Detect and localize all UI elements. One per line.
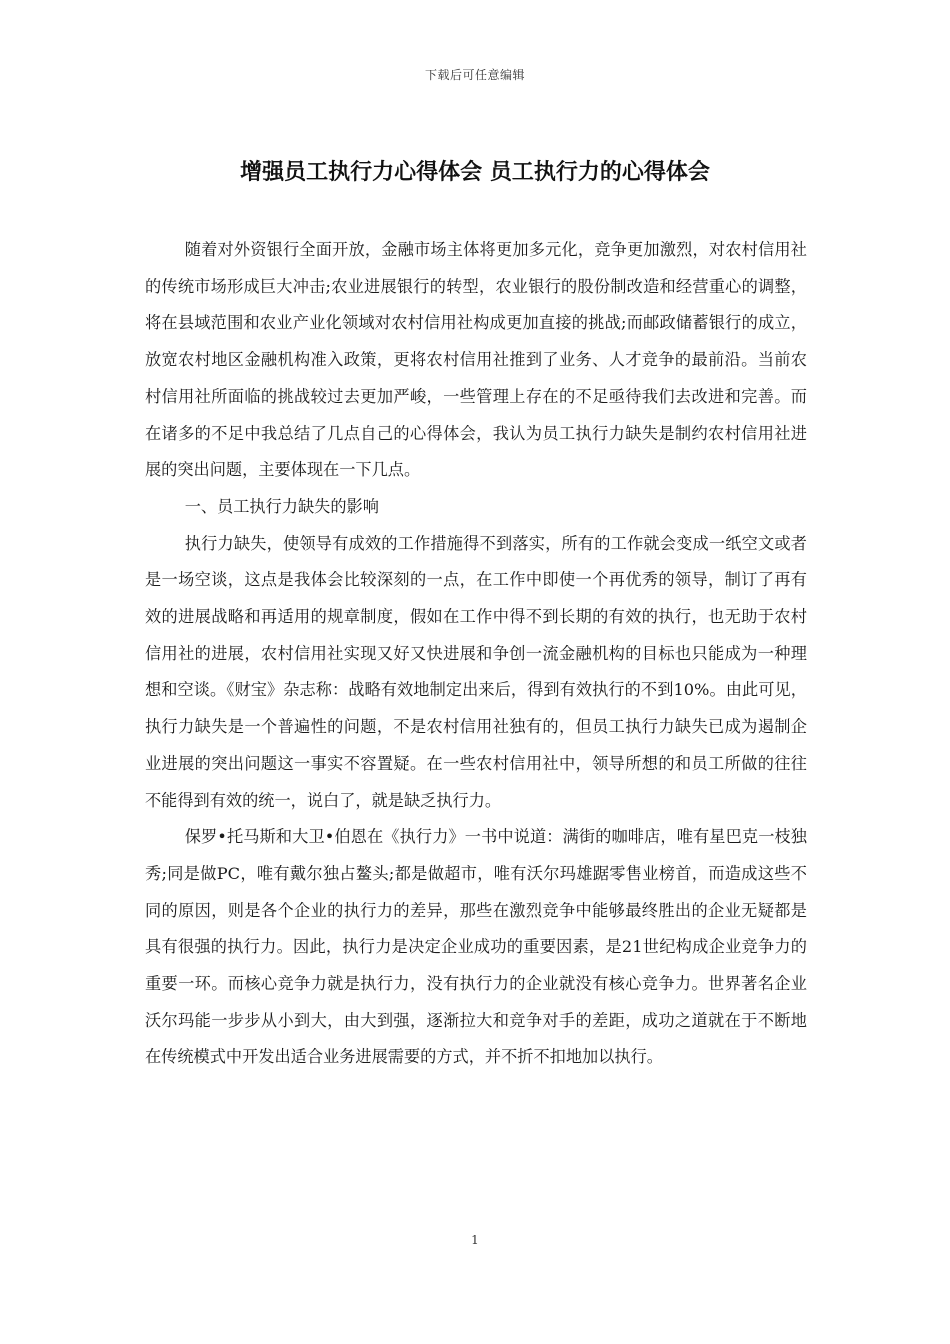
paragraph-intro: 随着对外资银行全面开放，金融市场主体将更加多元化，竞争更加激烈，对农村信用社的传统市场形成巨大冲击;农业进展银行的转型，农业银行的股份制改造和经营重心的调整，将在县域范围和农业产业化领域对农村信用社构成更加直接的挑战;而邮政储蓄银行的成立，放宽农村地区金融机构准入政策，更将农村信用社推到了业务、人才竞争的最前沿。当前农村信用社所面临的挑战较过去更加严峻，一些管理上存在的不足亟待我们去改进和完善。而在诸多的不足中我总结了几点自己的心得体会，我认为员工执行力缺失是制约农村信用社进展的突出问题，主要体现在一下几点。 [145,240,807,480]
page-header-note: 下载后可任意编辑 [424,68,525,82]
section-heading: 一、员工执行力缺失的影响 [184,496,379,516]
paragraph-execution-impact: 执行力缺失，使领导有成效的工作措施得不到落实，所有的工作就会变成一纸空文或者是一场空谈，这点是我体会比较深刻的一点，在工作中即使一个再优秀的领导，制订了再有效的进展战略和再适用的规章制度，假如在工作中得不到长期的有效的执行，也无助于农村信用社的进展，农村信用社实现又好又快进展和争创一流金融机构的目标也只能成为一种理想和空谈。《财宝》杂志称：战略有效地制定出来后，得到有效执行的不到10%。由此可见，执行力缺失是一个普遍性的问题，不是农村信用社独有的，但员工执行力缺失已成为遏制企业进展的突出问题这一事实不容置疑。在一些农村信用社中，领导所想的和员工所做的往往不能得到有效的统一，说白了，就是缺乏执行力。 [145,533,807,810]
paragraph-book-quote: 保罗•托马斯和大卫•伯恩在《执行力》一书中说道：满街的咖啡店，唯有星巴克一枝独秀;同是做PC，唯有戴尔独占鳌头;都是做超市，唯有沃尔玛雄踞零售业榜首，而造成这些不同的原因，则是各个企业的执行力的差异，那些在激烈竞争中能够最终胜出的企业无疑都是具有很强的执行力。因此，执行力是决定企业成功的重要因素，是21世纪构成企业竞争力的重要一环。而核心竞争力就是执行力，没有执行力的企业就没有核心竞争力。世界著名企业沃尔玛能一步步从小到大，由大到强，逐渐拉大和竞争对手的差距，成功之道就在于不断地在传统模式中开发出适合业务进展需要的方式，并不折不扣地加以执行。 [145,827,807,1067]
document-title: 增强员工执行力心得体会 员工执行力的心得体会 [240,160,710,185]
document-body [145,232,807,1076]
page-number: 1 [471,1233,479,1247]
